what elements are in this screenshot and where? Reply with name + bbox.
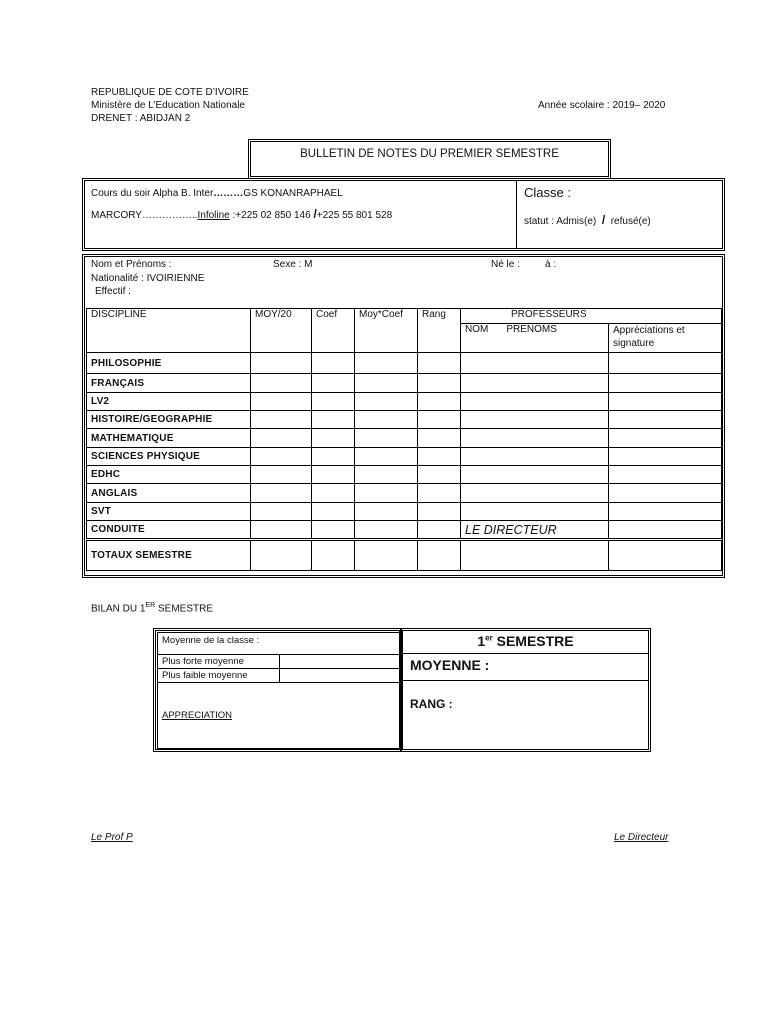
col-nom-prenoms — [461, 324, 609, 353]
infoline-slash: / — [313, 207, 317, 221]
bilan-stats-table — [157, 632, 401, 749]
school-box-divider — [516, 181, 517, 248]
infoline-value-2: +225 55 801 528 — [316, 210, 393, 221]
subject-name: HISTOIRE/GEOGRAPHIE — [87, 411, 251, 429]
semestre-title — [403, 633, 648, 649]
born-place-label: à : — [545, 259, 557, 270]
nationality-label: Nationalité : IVOIRIENNE — [91, 273, 205, 284]
sexe-label: Sexe : M — [273, 259, 313, 270]
col-nom: NOM — [465, 324, 489, 335]
school-dots: ……… — [213, 188, 244, 199]
ministry-line: Ministère de L’Education Nationale — [91, 100, 245, 111]
subject-name: EDHC — [87, 466, 251, 484]
totals-row — [87, 540, 722, 571]
col-professeurs: PROFESSEURS — [461, 309, 722, 324]
bilan-title-sup: ER — [145, 602, 156, 609]
school-name: Cours du soir Alpha B. Inter — [91, 188, 214, 199]
moyenne-label: MOYENNE : — [410, 657, 490, 673]
table-row — [87, 448, 722, 466]
school-city-dots: …………….. — [141, 210, 198, 221]
col-moycoef: Moy*Coef — [355, 309, 418, 353]
name-label: Nom et Prénoms : — [91, 259, 172, 270]
infoline-label: Infoline — [197, 210, 230, 221]
totals-label: TOTAUX SEMESTRE — [87, 540, 251, 571]
statut-slash: / — [601, 213, 606, 227]
infoline-value: :+225 02 850 146 — [229, 210, 314, 221]
bilan-title-text: BILAN DU 1 — [91, 603, 146, 615]
table-row — [87, 521, 722, 540]
directeur-signature: Le Directeur — [614, 832, 669, 843]
title-box — [248, 139, 611, 179]
table-row — [87, 484, 722, 503]
subject-name: CONDUITE — [87, 521, 251, 540]
subject-name: SVT — [87, 503, 251, 521]
table-row — [87, 411, 722, 429]
bilan-title — [91, 602, 213, 614]
header-row — [87, 309, 722, 324]
plus-faible-label: Plus faible moyenne — [158, 669, 280, 683]
appreciation-label: APPRECIATION — [162, 710, 233, 721]
header-block — [91, 86, 391, 125]
subject-name: ANGLAIS — [87, 484, 251, 503]
semestre-num: 1 — [477, 633, 486, 649]
bilan-title-suffix: SEMESTRE — [155, 603, 213, 615]
col-appreciations: Appréciations et signature — [609, 324, 722, 353]
subject-name: FRANÇAIS — [87, 374, 251, 393]
subject-name: PHILOSOPHIE — [87, 353, 251, 374]
classe-label: Classe : — [524, 185, 571, 200]
col-prenoms: PRENOMS — [506, 324, 557, 335]
directeur-label: LE DIRECTEUR — [461, 521, 609, 540]
school-director: GS KONANRAPHAEL — [243, 188, 343, 199]
subject-name: SCIENCES PHYSIQUE — [87, 448, 251, 466]
table-row — [87, 353, 722, 374]
school-line-1 — [91, 188, 343, 199]
semestre-sup: er — [485, 633, 493, 643]
effectif-label: Effectif : — [95, 286, 131, 297]
col-rang: Rang — [418, 309, 461, 353]
subject-name: LV2 — [87, 393, 251, 411]
table-row — [87, 503, 722, 521]
school-city: MARCORY — [91, 210, 142, 221]
page-title: BULLETIN DE NOTES DU PREMIER SEMESTRE — [300, 148, 559, 160]
country-line: REPUBLIQUE DE COTE D’IVOIRE — [91, 87, 249, 98]
semestre-text: SEMESTRE — [492, 633, 574, 649]
drenet-line: DRENET : ABIDJAN 2 — [91, 113, 191, 124]
statut-line — [524, 213, 651, 227]
statut-refuse: refusé(e) — [610, 216, 651, 227]
subject-name: MATHEMATIQUE — [87, 429, 251, 448]
col-discipline: DISCIPLINE — [87, 309, 251, 353]
bilan-right-divider-2 — [403, 680, 648, 681]
col-coef: Coef — [312, 309, 355, 353]
table-row — [87, 466, 722, 484]
born-label: Né le : — [491, 259, 520, 270]
school-line-2 — [91, 207, 392, 221]
prof-signature: Le Prof P — [91, 832, 133, 843]
col-moy: MOY/20 — [251, 309, 312, 353]
grades-table — [86, 308, 722, 571]
school-year: Année scolaire : 2019– 2020 — [538, 100, 666, 111]
table-row — [87, 374, 722, 393]
statut-admis: statut : Admis(e) — [524, 216, 597, 227]
table-row — [87, 429, 722, 448]
rang-label: RANG : — [410, 697, 453, 711]
bilan-right-divider-1 — [403, 653, 648, 654]
table-row — [87, 393, 722, 411]
plus-forte-label: Plus forte moyenne — [158, 655, 280, 669]
moyenne-classe-label: Moyenne de la classe : — [158, 633, 401, 655]
